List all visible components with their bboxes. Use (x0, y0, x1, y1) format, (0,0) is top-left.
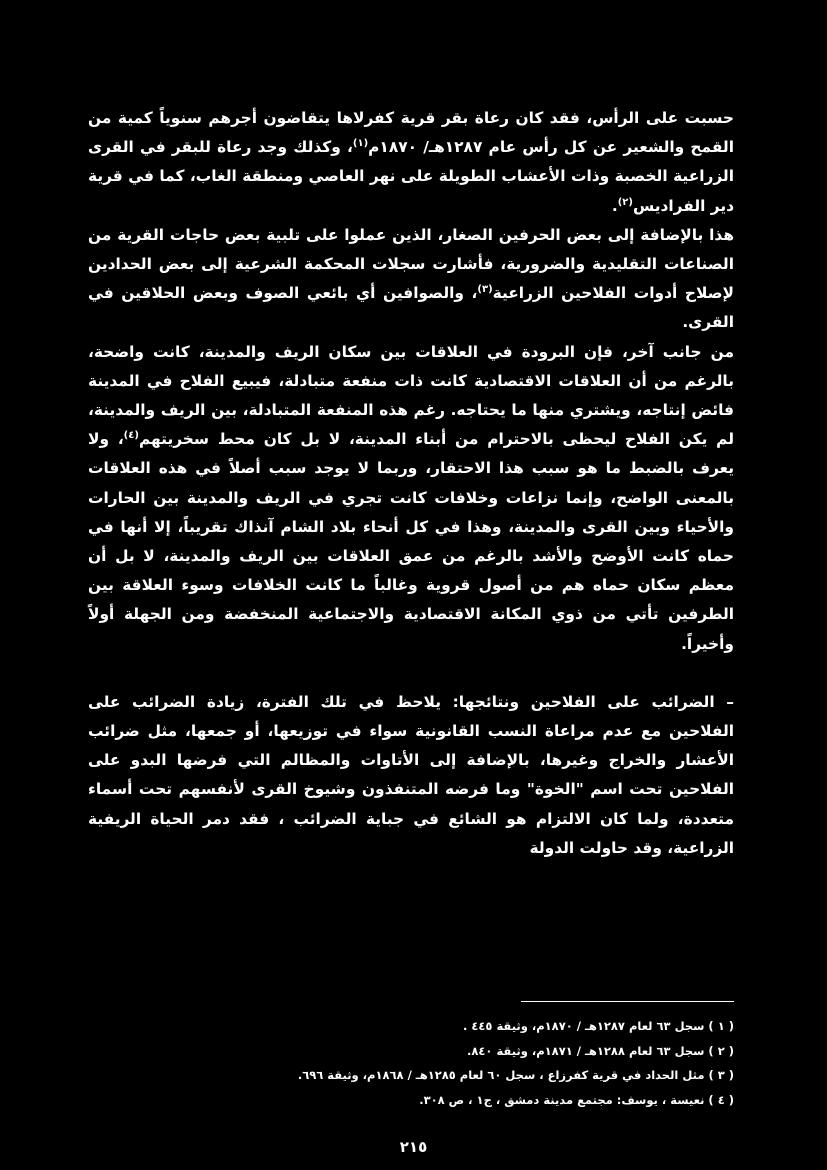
paragraph-1-text-cont: ، وكذلك وجد رعاة للبقر في القرى الزراعية الخصبة وذات الأعشاب الطويلة على نهر العاصي ومنطقة الغاب، كما في قرية دير الفراديس (88, 138, 734, 215)
paragraph-1-text: حسبت على الرأس، فقد كان رعاة بقر قرية كفرلاها يتقاضون أجرهم سنوياً كمية من القمح والشعير عن كل رأس عام ١٢٨٧هـ/ ١٨٧٠م (88, 109, 734, 157)
paragraph-3 (88, 338, 734, 659)
paragraph-1-end: . (611, 196, 618, 215)
footnote-ref-1: (١) (352, 138, 369, 150)
paragraph-2-text: هذا بالإضافة إلى بعض الحرفين الصغار، الذين عملوا على تلبية بعض حاجات القرية من الصناعات التقليدية والضرورية، فأشارت سجلات المحكمة الشرعية إلى بعض الحدادين لإصلاح أدوات الفلاحين الزراعية (88, 225, 734, 303)
section-dash: – (714, 692, 734, 711)
paragraph-3-text-cont: ، ولا يعرف بالضبط ما هو سبب هذا الاحتقار، وربما لا يوجد سبب أصلاً في هذه العلاقات بالمعنى الواضح، وإنما نزاعات وخلافات كانت تجري في الريف والمدينة بين الحارات والأحياء وبين القرى والمدينة، وهذا في كل أنحاء بلاد الشام آنذاك تقريباً، إلا أنها في حماه كانت الأوضح والأشد بالرغم من عمق العلاقات بين الريف والمدينة، لا بل أن معظم سكان حماه هم من أصول قروية وغالباً ما كانت الخلافات وسوء العلاقة بين الطرفين تأتي من ذوي المكانة الاقتصادية والاجتماعية المنخفضة ومن الجهلة أولاً وأخيراً. (88, 430, 734, 653)
footnotes (250, 1014, 734, 1112)
main-text (88, 104, 734, 863)
paragraph-1 (88, 104, 734, 221)
footnote-ref-3: (٣) (477, 284, 493, 296)
footnote-1: ( ١ ) سجل ٦٣ لعام ١٢٨٧هـ / ١٨٧٠م، وثيقة ٤٤٥ . (463, 1019, 734, 1033)
footnote-4: ( ٤ ) نعيسة ، يوسف: مجتمع مدينة دمشق ، ج١ ، ص ٣٠٨. (419, 1092, 734, 1107)
footnote-ref-2: (٢) (617, 196, 633, 208)
paragraph-2-text-cont: ، والصوافين أي بائعي الصوف وبعض الحلاقين في القرى. (88, 284, 734, 332)
paragraph-4-text: يلاحظ في تلك الفترة، زيادة الضرائب على الفلاحين مع عدم مراعاة النسب القانونية سواء في توزيعها، أو جمعها، مثل ضرائب الأعشار والخراج وغيرها، بالإضافة إلى الأتاوات والمظالم التي فرضها البدو على الفلاحين تحت اسم "الخوة" وما فرضه المتنفذون وشيوخ القرى لأنفسهم تحت أسماء متعددة، ولما كان الالتزام هو الشائع في جباية الضرائب ، فقد دمر الحياة الريفية الزراعية، وقد حاولت الدولة (88, 692, 734, 857)
paragraph-3-text: من جانب آخر، فإن البرودة في العلاقات بين سكان الريف والمدينة، كانت واضحة، بالرغم من أن العلاقات الاقتصادية كانت ذات منفعة متبادلة، فيبيع الفلاح في المدينة فائض إنتاجه، ويشتري منها ما يحتاجه. رغم هذه المنفعة المتبادلة، بين الريف والمدينة، لم يكن الفلاح ليحظى بالاحترام من أبناء المدينة، لا بل كان محط سخريتهم (88, 342, 734, 449)
footnote-3: ( ٣ ) مثل الحداد في قرية كفرزاع ، سجل ٦٠ لعام ١٢٨٥هـ / ١٨٦٨م، وثيقة ٦٩٦. (297, 1068, 734, 1082)
footnote-2: ( ٢ ) سجل ٦٣ لعام ١٢٨٨هـ / ١٨٧١م، وثيقة ٨٤٠. (467, 1043, 734, 1058)
paragraph-4 (88, 688, 734, 863)
footnote-separator (521, 1001, 734, 1002)
page-number: ٢١٥ (399, 1138, 428, 1156)
footnote-ref-4: (٤) (123, 430, 139, 442)
section-heading: الضرائب على الفلاحين ونتائجها: (452, 692, 715, 711)
paragraph-2 (88, 221, 734, 338)
paragraph-gap (88, 659, 734, 688)
